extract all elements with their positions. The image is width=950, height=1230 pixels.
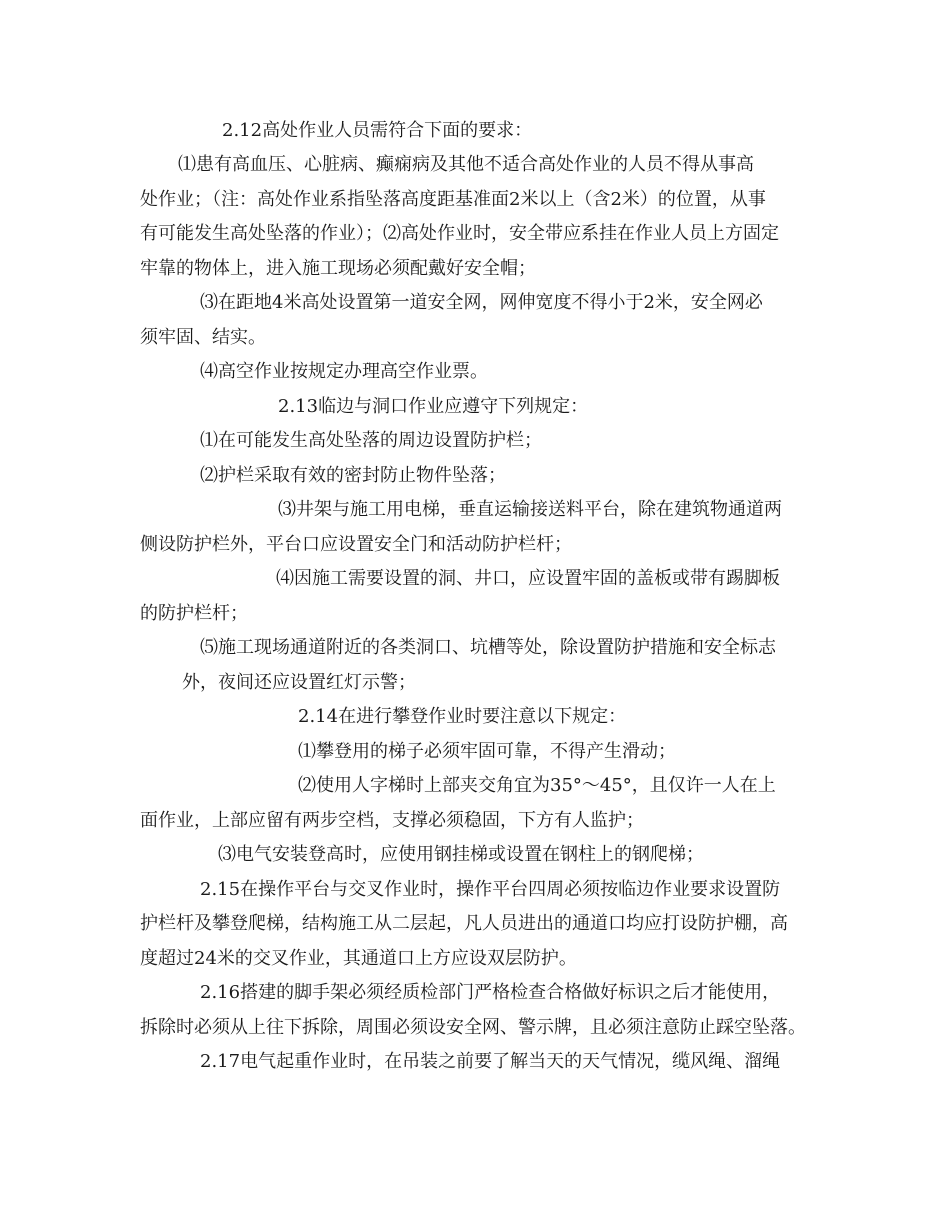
- text-line: 侧设防护栏外，平台口应设置安全门和活动防护栏杆；: [140, 534, 572, 555]
- text-line: ⑶井架与施工用电梯，垂直运输接送料平台，除在建筑物通道两: [278, 499, 782, 520]
- text-line: 须牢固、结实。: [140, 327, 266, 348]
- text-line: 牢靠的物体上，进入施工现场必须配戴好安全帽；: [140, 258, 536, 279]
- text-line: 拆除时必须从上往下拆除，周围必须设安全网、警示牌，且必须注意防止踩空坠落。: [140, 1017, 806, 1038]
- text-line: ⑶电气安装登高时，应使用钢挂梯或设置在钢柱上的钢爬梯；: [218, 844, 704, 865]
- text-line: ⑸施工现场通道附近的各类洞口、坑槽等处，除设置防护措施和安全标志: [200, 637, 776, 658]
- text-line: 外，夜间还应设置红灯示警；: [182, 672, 416, 693]
- text-line: ⑵使用人字梯时上部夹交角宜为35°～45°，且仅许一人在上: [298, 775, 776, 796]
- text-line: 2.17电气起重作业时，在吊装之前要了解当天的天气情况，缆风绳、溜绳: [200, 1051, 781, 1072]
- text-line: ⑶在距地4米高处设置第一道安全网，网伸宽度不得小于2米，安全网必: [200, 292, 763, 313]
- text-line: ⑵护栏采取有效的密封防止物件坠落；: [200, 465, 506, 486]
- text-line: 2.14在进行攀登作业时要注意以下规定：: [298, 706, 627, 727]
- text-line: 面作业，上部应留有两步空档，支撑必须稳固，下方有人监护；: [140, 810, 644, 831]
- text-line: 2.16搭建的脚手架必须经质检部门严格检查合格做好标识之后才能使用，: [200, 982, 781, 1003]
- text-line: ⑴在可能发生高处坠落的周边设置防护栏；: [200, 430, 542, 451]
- text-line: 2.13临边与洞口作业应遵守下列规定：: [278, 396, 589, 417]
- text-line: ⑷高空作业按规定办理高空作业票。: [200, 361, 488, 382]
- text-line: ⑴攀登用的梯子必须牢固可靠，不得产生滑动；: [298, 741, 676, 762]
- text-line: 度超过24米的交叉作业，其通道口上方应设双层防护。: [140, 948, 577, 969]
- text-line: 有可能发生高处坠落的作业）；⑵高处作业时，安全带应系挂在作业人员上方固定: [140, 223, 779, 244]
- text-line: 护栏杆及攀登爬梯，结构施工从二层起，凡人员进出的通道口均应打设防护棚，高: [140, 913, 788, 934]
- text-line: ⑷因施工需要设置的洞、井口，应设置牢固的盖板或带有踢脚板: [276, 568, 780, 589]
- text-line: 的防护栏杆；: [140, 603, 248, 624]
- text-line: 2.12高处作业人员需符合下面的要求：: [222, 120, 533, 141]
- text-line: 2.15在操作平台与交叉作业时，操作平台四周必须按临边作业要求设置防: [200, 879, 781, 900]
- text-line: ⑴患有高血压、心脏病、癫痫病及其他不适合高处作业的人员不得从事高: [178, 154, 754, 175]
- text-line: 处作业；（注：高处作业系指坠落高度距基准面2米以上（含2米）的位置，从事: [140, 189, 766, 210]
